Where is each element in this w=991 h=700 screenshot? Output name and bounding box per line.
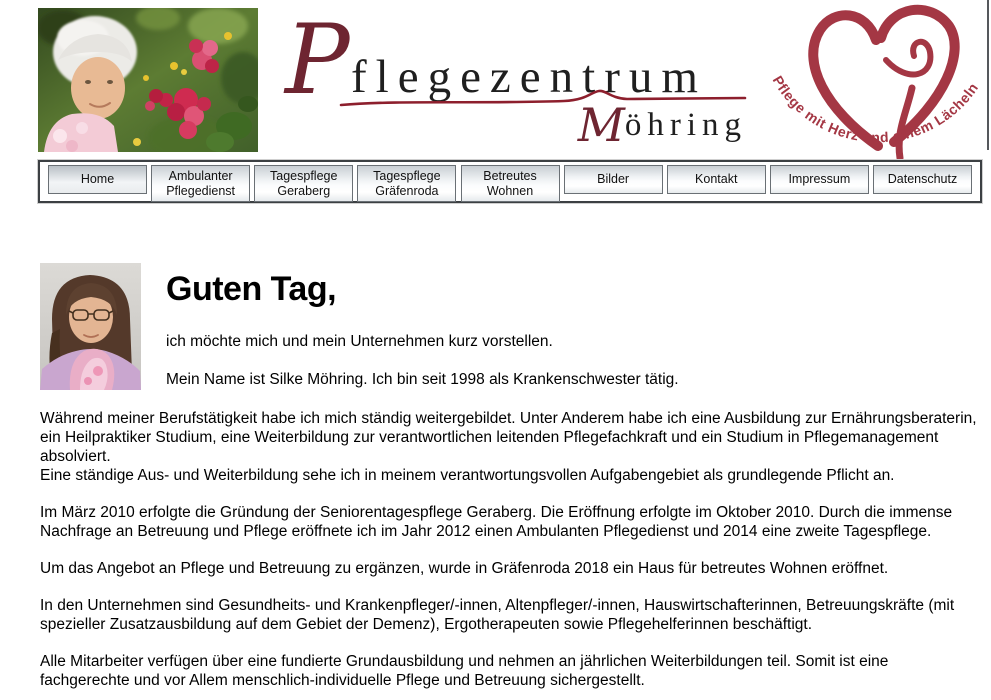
- nav-item-bilder[interactable]: Bilder: [564, 165, 663, 194]
- intro-line-2: Mein Name ist Silke Möhring. Ich bin seit 1998 als Krankenschwester tätig.: [166, 371, 679, 388]
- main-navigation: [38, 160, 982, 203]
- paragraph-career-part2: Eine ständige Aus- und Weiterbildung sehe ich in meinem verantwortungsvollen Aufgabengebiet als grundlegende Pflicht an.: [40, 467, 895, 484]
- nav-item-tagespflege-geraberg[interactable]: Tagespflege Geraberg: [254, 165, 353, 202]
- site-logo: [283, 4, 753, 155]
- nav-item-impressum[interactable]: Impressum: [770, 165, 869, 194]
- nav-item-tagespflege-graefenroda[interactable]: Tagespflege Gräfenroda: [357, 165, 456, 202]
- about-text: [40, 409, 981, 700]
- heart-logo: [760, 0, 991, 162]
- paragraph-career: [40, 409, 981, 485]
- logo-text-flegezentrum: flegezentrum: [351, 51, 707, 103]
- paragraph-training: Alle Mitarbeiter verfügen über eine fundierte Grundausbildung und nehmen an jährlichen Weiterbildungen teil. Somit ist eine fachgerechte und vor Allem menschlich-individuelle Pflege und Betreuung sichergestellt.: [40, 653, 889, 689]
- logo-surname-initial-m: M: [577, 98, 625, 152]
- paragraph-staff: In den Unternehmen sind Gesundheits- und Krankenpfleger/-innen, Altenpfleger/-innen, Hauswirtschafterinnen, Betreuungskräfte (mit spezieller Zusatzausbildung auf dem Gebiet der Demenz), Ergotherapeuten sowie Pflegehelferinnen beschäftigt.: [40, 597, 955, 633]
- nav-item-ambulanter-pflegedienst[interactable]: Ambulanter Pflegedienst: [151, 165, 250, 202]
- intro-line-1: ich möchte mich und mein Unternehmen kurz vorstellen.: [166, 333, 553, 350]
- paragraph-betreutes-wohnen: Um das Angebot an Pflege und Betreuung zu ergänzen, wurde in Gräfenroda 2018 ein Haus für betreutes Wohnen eröffnet.: [40, 560, 889, 577]
- nav-item-datenschutz[interactable]: Datenschutz: [873, 165, 972, 194]
- logo-surname-rest: öhring: [624, 107, 747, 143]
- logo-surname: [577, 98, 747, 152]
- header-right-border: [987, 0, 989, 150]
- nav-item-betreutes-wohnen[interactable]: Betreutes Wohnen: [461, 165, 560, 202]
- nav-item-kontakt[interactable]: Kontakt: [667, 165, 766, 194]
- logo-initial-p: P: [285, 4, 350, 116]
- paragraph-founding: Im März 2010 erfolgte die Gründung der Seniorentagespflege Geraberg. Die Eröffnung erfolgte im Oktober 2010. Durch die immense Nachfrage an Betreuung und Pflege eröffnete ich im Jahr 2012 einen Ambulanten Pflegedienst und 2014 eine zweite Tagespflege.: [40, 504, 953, 540]
- greeting-heading: Guten Tag,: [166, 270, 337, 308]
- nav-item-home[interactable]: Home: [48, 165, 147, 194]
- portrait-photo-silke-moehring: [40, 263, 141, 390]
- heart-tagline: Pflege mit Herz und einem Lächeln: [769, 72, 982, 146]
- paragraph-career-part1: Während meiner Berufstätigkeit habe ich mich ständig weitergebildet. Unter Anderem habe ich eine Ausbildung zur Ernährungsberaterin, ein Heilpraktiker Studium, eine Weiterbildung zur verantwortlichen leitenden Pflegefachkraft und ein Studium in Pflegemanagement absolviert.: [40, 410, 977, 465]
- header-photo-elderly-woman-flowers: [38, 8, 258, 152]
